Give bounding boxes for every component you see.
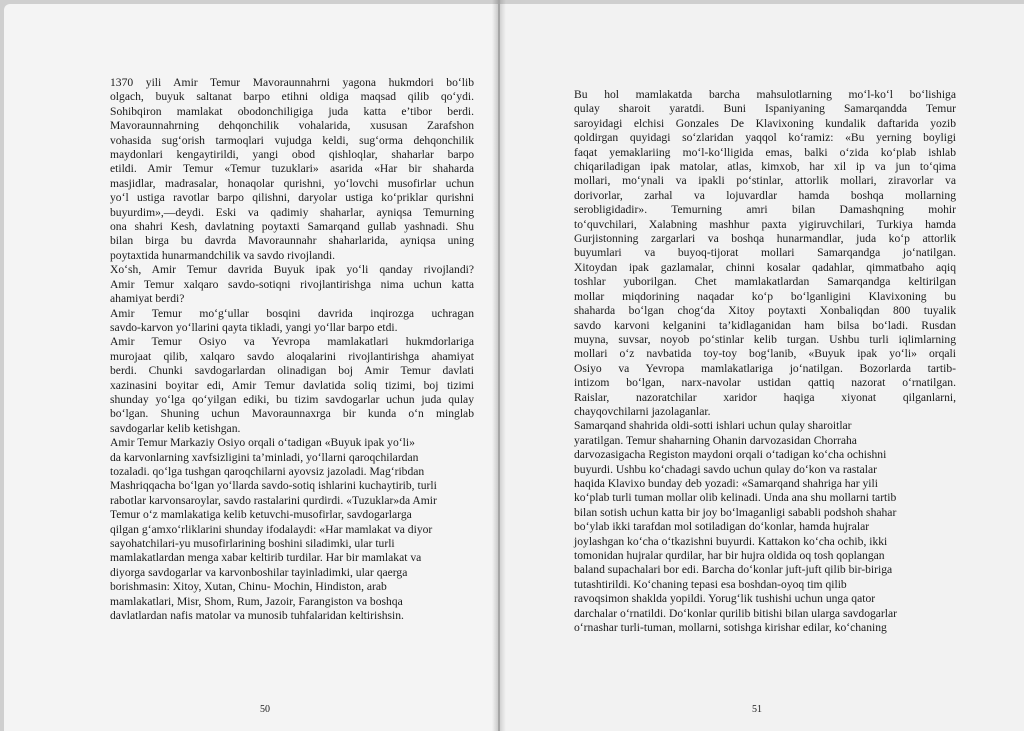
- text-line: muyna, suvsar, noyob po‘stinlar kelib turgan. Ushbu turli iqlimlarning: [574, 332, 956, 346]
- left-page-number: 50: [260, 704, 270, 715]
- text-line: olgach, buyuk saltanat barpo etihni oldiga maqsad qilib qo‘ydi.: [110, 90, 474, 104]
- text-line: Xitoydan ipak gazlamalar, chinni kosalar qadahlar, qimmatbaho aqiq: [574, 260, 956, 274]
- text-line: Xo‘sh, Amir Temur davrida Buyuk ipak yo‘li qanday rivojlandi?: [110, 263, 474, 277]
- right-page-text: [552, 88, 956, 635]
- text-line: bo‘lgan. Shuning uchun Mavoraunnaxrga bir kunda o‘n minglab: [110, 407, 474, 421]
- text-line: darchalar o‘rnatildi. Do‘konlar qurilib bitishi bilan ularga savdogarlar: [574, 606, 898, 620]
- text-line: baland supachalari bor edi. Barcha do‘konlar juft-juft qilib bir-biriga: [574, 563, 893, 577]
- paragraph: [552, 419, 956, 635]
- paragraph: [88, 263, 474, 306]
- paragraph: [88, 76, 474, 263]
- right-page-number: 51: [752, 704, 762, 715]
- text-line: savdo karvoni kelganini ta’kidlaganidan ham bilsa bo‘ladi. Rusdan: [574, 318, 956, 332]
- text-line: Sohibqiron mamlakat obodonchiligiga juda katta e’tibor berdi.: [110, 104, 474, 118]
- text-line: Samarqand shahrida oldi-sotti ishlari uchun qulay sharoitlar: [574, 419, 852, 433]
- text-line: serobligidadir». Temurning amri bilan Damashqning mohir: [574, 203, 956, 217]
- text-line: mamlakatlardan menga xabar keltirib turdilar. Har bir mamlakat va: [110, 551, 422, 565]
- text-line: Gurjistonning zargarlari va boshqa hunarmandlar, juda ko‘p attorlik: [574, 232, 956, 246]
- text-line: mollar miqdorining naqadar ko‘p bo‘lganligini Klavixoning bu: [574, 289, 956, 303]
- text-line: darvozasigacha Registon maydoni orqali o‘tadigan ko‘cha ochishni: [574, 448, 887, 462]
- text-line: buyurdi. Ushbu ko‘chadagi savdo uchun qulay do‘kon va rastalar: [574, 462, 877, 476]
- text-line: Bu hol mamlakatda barcha mahsulotlarning mo‘l-ko‘l bo‘lishiga: [574, 88, 956, 101]
- text-line: tomonidan hujralar qurdilar, har bir hujra oldida oq tosh qoplangan: [574, 549, 885, 562]
- text-line: etildi. Amir Temur «Temur tuzuklari» asarida «Har bir shaharda: [110, 162, 474, 176]
- text-line: savdogarlar kelib ketishgan.: [110, 421, 241, 435]
- text-line: haqida Klavixo bunday deb yozadi: «Samarqand shahriga har yili: [574, 476, 878, 490]
- text-line: Amir Temur xalqaro savdo-sotiqni rivojlantirishga nima uchun katta: [110, 277, 474, 291]
- paragraph: [552, 88, 956, 419]
- text-line: Amir Temur mo‘g‘ullar bosqini davrida inqirozga uchragan: [110, 306, 474, 320]
- text-line: masjidlar, madrasalar, honaqolar qurishni, yo‘lovchi musofirlar uchun: [110, 176, 474, 190]
- text-line: buyumlari va buyoq-tijorat mollari Samarqandga jo‘natilgan.: [574, 246, 956, 260]
- text-line: maydonlari kengaytirildi, yangi obod qishloqlar, shaharlar barpo: [110, 148, 474, 162]
- text-line: bilan birga bu davrda Mavoraunnahr shaharlarida, ayniqsa uning: [110, 234, 474, 248]
- paragraph: [88, 335, 474, 436]
- text-line: ahamiyat berdi?: [110, 292, 185, 306]
- text-line: 1370 yili Amir Temur Mavoraunnahrni yagona hukmdori bo‘lib: [110, 76, 474, 89]
- text-line: poytaxtida hunarmandchilik va savdo rivojlandi.: [110, 248, 336, 262]
- text-line: savdo-karvon yo‘llarini qayta tikladi, yangi yo‘llar barpo etdi.: [110, 320, 398, 334]
- text-line: yaratilgan. Temur shaharning Ohanin darvozasidan Chorraha: [574, 433, 857, 447]
- text-line: to‘quvchilari, Xalabning mashhur paxta yigiruvchilari, Turkiya hamda: [574, 217, 956, 231]
- text-line: Mavoraunnahrning dehqonchilik vohalarida, xususan Zarafshon: [110, 119, 474, 133]
- text-line: qoldirgan quyidagi so‘zlaridan yaqqol ko‘ramiz: «Bu yerning boyligi: [574, 131, 956, 145]
- text-line: toshlar yuborilgan. Chet mamlakatlardan Samarqandga keltirilgan: [574, 275, 956, 289]
- right-page: [500, 4, 1024, 731]
- text-line: ko‘plab turli tuman mollar olib kelinadi. Unda ana shu mollarni tartib: [574, 491, 897, 505]
- text-line: o‘rnashar turli-tuman, mollarni, sotishga kirishar edilar, ko‘chaning: [574, 621, 887, 635]
- text-line: Temur o‘z mamlakatiga kelib ketuvchi-musofirlar, savdogarlarga: [110, 508, 412, 522]
- text-line: faqat yemaklariing mo‘l-ko‘lligida emas, balki o‘zida ko‘plab ishlab: [574, 145, 956, 159]
- text-line: intizom bo‘lgan, narx-navolar ustidan qattiq nazorat o‘rnatilgan.: [574, 376, 956, 390]
- text-line: davlatlardan nafis matolar va munosib tuhfalaridan keltirishsin.: [110, 609, 404, 623]
- text-line: chiqariladigan ipak matolar, atlas, kimxob, har xil ip va jun to‘qima: [574, 160, 956, 174]
- text-line: yo‘l ustiga ravotlar barpo qilishni, daryolar ustiga ko‘priklar qurishni: [110, 191, 474, 205]
- text-line: mamlakatlari, Misr, Shom, Rum, Jazoir, Farangiston va boshqa: [110, 594, 403, 608]
- text-line: shaharda bo‘lgan chog‘da Xitoy poytaxti Xonbaliqdan 800 tuyalik: [574, 304, 956, 318]
- text-line: da karvonlarning xavfsizligini ta’minladi, yo‘llarni qaroqchilardan: [110, 450, 419, 464]
- text-line: Raislar, nazoratchilar xaridor haqiga xiyonat qilganlarni,: [574, 390, 956, 404]
- paragraph: [88, 307, 474, 336]
- text-line: Mashriqqacha bo‘lgan yo‘llarda savdo-sotiq ishlarini kuchaytirib, turli: [110, 479, 437, 493]
- text-line: shunday yo‘lga qo‘yilgan ediki, bu tizim savdogarlar uchun juda qulay: [110, 392, 474, 406]
- text-line: ravoqsimon shaklda yopildi. Yorug‘lik tushishi uchun unga qator: [574, 592, 876, 606]
- text-line: ona shahri Kesh, davlatning poytaxti Samarqand gullab yashnadi. Shu: [110, 220, 474, 234]
- text-line: mollari, mo‘ynali va ipakli po‘stinlar, attorlik mollari, ziravorlar va: [574, 174, 956, 188]
- text-line: diyorga savdogarlar va karvonboshilar tayinladimki, ular qaerga: [110, 565, 408, 579]
- text-line: murojaat qilib, xalqaro savdo aloqalarini rivojlantirishga ahamiyat: [110, 349, 474, 363]
- text-line: sayohatchilari-yu musofirlarining boshini siladimki, ular turli: [110, 537, 395, 550]
- left-page: [4, 4, 498, 731]
- text-line: vohasida sug‘orish tarmoqlari vujudga keldi, sug‘orma dehqonchilik: [110, 133, 474, 147]
- text-line: mollari o‘z navbatida toy-toy bog‘lanib, «Buyuk ipak yo‘li» orqali: [574, 347, 956, 361]
- text-line: xazinasini boyitar edi, Amir Temur davlatida soliq tizimi, boj tizimi: [110, 378, 474, 392]
- left-page-text: [88, 76, 474, 623]
- text-line: qilgan g‘amxo‘rliklarini shunday ifodalaydi: «Har mamlakat va diyor: [110, 522, 433, 536]
- text-line: bo‘ylab ikki tarafdan mol sotiladigan do‘konlar, hamda hujralar: [574, 520, 870, 534]
- text-line: dorivorlar, zarhal va lojuvardlar hamda boshqa mollarning: [574, 188, 956, 202]
- text-line: joylashgan ko‘cha o‘tkazishni buyurdi. Kattakon ko‘cha ochib, ikki: [574, 534, 888, 548]
- text-line: tutashtirildi. Ko‘chaning tepasi esa boshdan-oyoq tim qilib: [574, 577, 847, 591]
- paragraph: [88, 436, 474, 623]
- text-line: tozaladi. qo‘lga tushgan qaroqchilarni ayovsiz jazoladi. Mag‘ribdan: [110, 464, 425, 478]
- text-line: borishmasin: Xitoy, Xutan, Chinu- Mochin, Hindiston, arab: [110, 580, 387, 594]
- text-line: Osiyo va Yevropa mamlakatlariga jo‘natilgan. Bozorlarda tartib-: [574, 361, 956, 375]
- text-line: berdi. Chunki savdogarlardan olinadigan boj Amir Temur davlati: [110, 364, 474, 378]
- text-line: saroyidagi elchisi Gonzales De Klavixoning kundalik daftarida yozib: [574, 116, 956, 130]
- text-line: bilan sotish uchun katta bir joy bo‘lmaganligi sababli podshoh shahar: [574, 505, 897, 519]
- text-line: rabotlar karvonsaroylar, savdo rastalarini qurdirdi. «Tuzuklar»da Amir: [110, 493, 437, 507]
- text-line: chayqovchilarni jazolaganlar.: [574, 404, 711, 418]
- text-line: Amir Temur Osiyo va Yevropa mamlakatlari hukmdorlariga: [110, 335, 474, 349]
- text-line: qulay sharoit yaratdi. Buni Ispaniyaning Samarqandda Temur: [574, 102, 956, 116]
- text-line: buyurdim»,—deydi. Eski va qadimiy shaharlar, ayniqsa Temurning: [110, 205, 474, 219]
- text-line: Amir Temur Markaziy Osiyo orqali o‘tadigan «Buyuk ipak yo‘li»: [110, 436, 415, 450]
